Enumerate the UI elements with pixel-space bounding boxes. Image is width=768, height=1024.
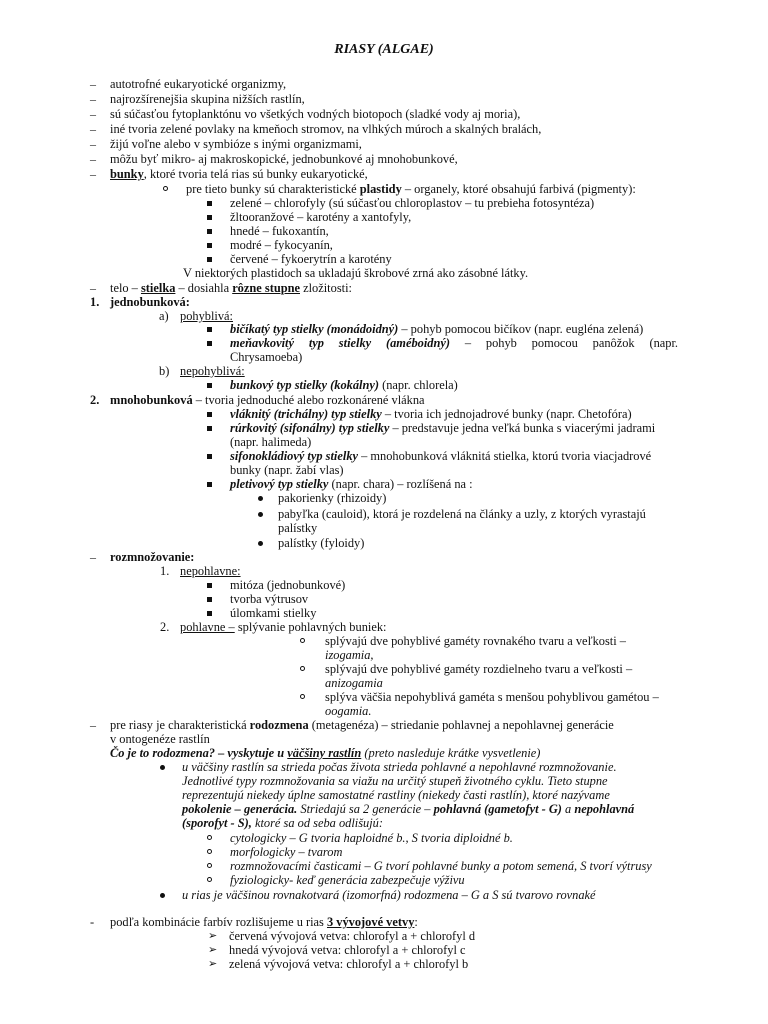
section-number: 2.	[90, 393, 100, 407]
list-item: tvorba výtrusov	[230, 592, 309, 606]
dash-bullet: –	[90, 550, 96, 564]
list-item: žijú voľne alebo v symbióze s inými organizmami,	[110, 137, 362, 151]
section-number: 1.	[90, 295, 100, 309]
circle-bullet	[207, 863, 212, 868]
subheading: pohyblivá:	[180, 309, 233, 323]
dash-bullet: –	[90, 281, 96, 295]
plastidy-line: pre tieto bunky sú charakteristické plastidy – organely, ktoré obsahujú farbivá (pigmenty):	[186, 182, 636, 196]
list-item: sifonokládiový typ stielky – mnohobunková vláknitá stielka, ktorú tvoria viacjadrové	[230, 449, 652, 463]
dash-bullet: –	[90, 77, 96, 91]
list-item-continuation: (napr. halimeda)	[230, 435, 312, 449]
list-item: morfologicky – tvarom	[230, 845, 343, 859]
section-heading: jednobunková:	[110, 295, 190, 309]
arrow-bullet-icon: ➢	[208, 958, 218, 970]
circle-bullet	[163, 186, 168, 191]
number-marker: 2.	[160, 620, 170, 634]
square-bullet	[207, 383, 212, 388]
list-item: môžu byť mikro- aj makroskopické, jednobunkové aj mnohobunkové,	[110, 152, 458, 166]
section-heading: mnohobunková – tvoria jednoduché alebo rozkonárené vlákna	[110, 393, 425, 407]
vetvy-intro: podľa kombinácie farbív rozlišujeme u rias 3 vývojové vetvy:	[110, 915, 418, 929]
dash-bullet: –	[90, 92, 96, 106]
square-bullet	[207, 229, 212, 234]
list-item: žltooranžové – karotény a xantofyly,	[230, 210, 412, 224]
list-item: zelené – chlorofyly (sú súčasťou chloroplastov – tu prebieha fotosyntéza)	[230, 196, 595, 210]
list-item: hnedá vývojová vetva: chlorofyl a + chlorofyl c	[229, 943, 466, 957]
arrow-bullet-icon: ➢	[208, 944, 218, 956]
square-bullet	[207, 482, 212, 487]
list-item-continuation: bunky (napr. žabí vlas)	[230, 463, 344, 477]
list-item: splývajú dve pohyblivé gaméty rovnakého tvaru a veľkosti –	[325, 634, 626, 648]
square-bullet	[207, 215, 212, 220]
dot-bullet	[258, 496, 263, 501]
paragraph-line: pokolenie – generácia. Striedajú sa 2 generácie – pohlavná (gametofyt - G) a nepohlavná	[182, 802, 635, 816]
subheading: nepohlavne:	[180, 564, 241, 578]
paragraph-line: Jednotlivé typy rozmnožovania sa viažu na určitý stupeň životného cyklu. Tieto stupne	[182, 774, 608, 788]
square-bullet	[207, 412, 212, 417]
plastid-note: V niektorých plastidoch sa ukladajú škrobové zrná ako zásobné látky.	[183, 266, 529, 280]
paragraph-line: (sporofyt - S), ktoré sa od seba odlišujú:	[182, 816, 383, 830]
list-item: rozmnožovacími časticami – G tvorí pohlavné bunky a potom semená, S tvorí výtrusy	[230, 859, 652, 873]
list-item: splývajú dve pohyblivé gaméty rozdielneho tvaru a veľkosti –	[325, 662, 633, 676]
list-item: pabyľka (cauloid), ktorá je rozdelená na články a uzly, z ktorých vyrastajú	[278, 507, 646, 521]
explanation-paragraph	[182, 760, 634, 830]
number-marker: 1.	[160, 564, 170, 578]
circle-bullet	[207, 877, 212, 882]
paragraph-line: reprezentujú niekedy úplne samostatné rastliny (niekedy časti rastlín), ktoré nazývame	[182, 788, 610, 802]
circle-bullet	[300, 666, 305, 671]
section-heading: rozmnožovanie:	[110, 550, 195, 564]
square-bullet	[207, 341, 212, 346]
list-item: červené – fykoerytrín a karotény	[230, 252, 392, 266]
telo-line: telo – stielka – dosiahla rôzne stupne zložitosti:	[110, 281, 352, 295]
rodozmena-line: pre riasy je charakteristická rodozmena (metagenéza) – striedanie pohlavnej a nepohlavnej generácie	[110, 718, 614, 732]
dash-bullet: –	[90, 718, 96, 732]
letter-marker: b)	[159, 364, 170, 378]
paragraph-line: u väčšiny rastlín sa strieda počas života strieda pohlavné a nepohlavné rozmnožovanie.	[182, 760, 617, 774]
list-item: iné tvoria zelené povlaky na kmeňoch stromov, na vlhkých múroch a skalných bralách,	[110, 122, 542, 136]
square-bullet	[207, 426, 212, 431]
square-bullet	[207, 597, 212, 602]
list-item: cytologicky – G tvoria haploidné b., S tvoria diploidné b.	[230, 831, 513, 845]
list-item: fyziologicky- keď generácia zabezpečuje výživu	[230, 873, 465, 887]
dot-bullet	[160, 765, 165, 770]
list-item: palístky (fyloidy)	[278, 536, 365, 550]
list-item: zelená vývojová vetva: chlorofyl a + chlorofyl b	[229, 957, 469, 971]
dash-bullet: –	[90, 167, 96, 181]
list-item: sú súčasťou fytoplanktónu vo všetkých vodných biotopoch (sladké vody aj moria),	[110, 107, 521, 121]
list-item: hnedé – fukoxantín,	[230, 224, 329, 238]
circle-bullet	[207, 849, 212, 854]
list-item-continuation: palístky	[278, 521, 318, 535]
square-bullet	[207, 454, 212, 459]
dot-bullet	[258, 512, 263, 517]
square-bullet	[207, 201, 212, 206]
arrow-bullet-icon: ➢	[208, 930, 218, 942]
dot-bullet	[258, 541, 263, 546]
rodozmena-line-cont: v ontogenéze rastlín	[110, 732, 210, 746]
list-item-continuation: Chrysamoeba)	[230, 350, 303, 364]
circle-bullet	[300, 694, 305, 699]
dash-bullet: –	[90, 152, 96, 166]
circle-bullet	[207, 835, 212, 840]
page-title: RIASY (ALGAE)	[334, 42, 434, 57]
list-item: mitóza (jednobunkové)	[230, 578, 346, 592]
letter-marker: a)	[159, 309, 169, 323]
list-item-continuation: anizogamia	[325, 676, 383, 690]
dash-bullet: –	[90, 122, 96, 136]
dot-bullet	[160, 893, 165, 898]
list-item: úlomkami stielky	[230, 606, 317, 620]
dash-bullet: –	[90, 107, 96, 121]
list-item: pakorienky (rhizoidy)	[278, 491, 387, 505]
list-item: u rias je väčšinou rovnakotvará (izomorfná) rodozmena – G a S sú tvarovo rovnaké	[182, 888, 596, 902]
list-item: červená vývojová vetva: chlorofyl a + chlorofyl d	[229, 929, 476, 943]
dash-bullet: –	[90, 137, 96, 151]
square-bullet	[207, 243, 212, 248]
list-item: bunkový typ stielky (kokálny) (napr. chlorela)	[230, 378, 458, 392]
list-item: autotrofné eukaryotické organizmy,	[110, 77, 287, 91]
circle-bullet	[300, 638, 305, 643]
list-item: pletivový typ stielky (napr. chara) – rozlíšená na :	[230, 477, 473, 491]
question-line: Čo je to rodozmena? – vyskytuje u väčšiny rastlín (preto nasleduje krátke vysvetlenie)	[110, 746, 541, 760]
list-item: bičíkatý typ stielky (monádoidný) – pohyb pomocou bičíkov (napr. eugléna zelená)	[230, 322, 644, 336]
list-item: vláknitý (trichálny) typ stielky – tvoria ich jednojadrové bunky (napr. Chetofóra)	[230, 407, 632, 421]
list-item: modré – fykocyanín,	[230, 238, 333, 252]
square-bullet	[207, 327, 212, 332]
square-bullet	[207, 611, 212, 616]
list-item: rúrkovitý (sifonálny) typ stielky – predstavuje jedna veľká bunka s viacerými jadrami	[230, 421, 656, 435]
bunky-line: bunky, ktoré tvoria telá rias sú bunky eukaryotické,	[110, 167, 368, 181]
square-bullet	[207, 257, 212, 262]
list-item: najrozšírenejšia skupina nižších rastlín,	[110, 92, 305, 106]
subheading: nepohyblivá:	[180, 364, 245, 378]
subheading: pohlavne – splývanie pohlavných buniek:	[180, 620, 387, 634]
list-item: splýva väčšia nepohyblivá gaméta s menšou pohyblivou gamétou –	[325, 690, 659, 704]
list-item-continuation: oogamia.	[325, 704, 372, 718]
list-item-continuation: izogamia,	[325, 648, 374, 662]
square-bullet	[207, 583, 212, 588]
list-item: meňavkovitý typ stielky (améboidný) – pohyb pomocou panôžok (napr.	[230, 336, 678, 350]
dash-bullet: -	[90, 915, 95, 929]
